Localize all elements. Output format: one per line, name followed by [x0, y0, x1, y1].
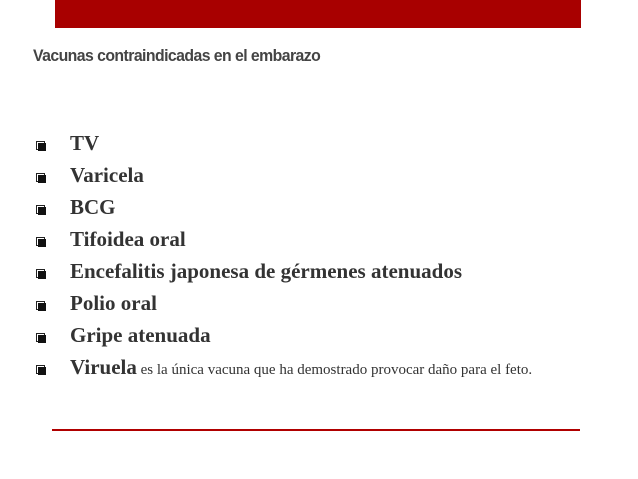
list-item: [36, 162, 596, 194]
top-accent-bar: [55, 0, 581, 28]
bullet-text-viruela: [70, 354, 590, 383]
list-item: [36, 290, 596, 322]
bullet-bold-text: Viruela: [70, 355, 137, 379]
square-bullet-icon: [36, 205, 46, 215]
square-bullet-icon: [36, 365, 46, 375]
square-bullet-icon: [36, 173, 46, 183]
square-bullet-icon: [36, 301, 46, 311]
square-bullet-icon: [36, 269, 46, 279]
bullet-detail-text: es la única vacuna que ha demostrado provocar daño para el feto.: [136, 362, 533, 378]
list-item: [36, 258, 596, 290]
square-bullet-icon: [36, 237, 46, 247]
bullet-text: Polio oral: [70, 291, 157, 315]
bullet-text: Gripe atenuada: [70, 323, 211, 347]
list-item: [36, 226, 596, 258]
bullet-list: [36, 130, 596, 414]
bullet-text: TV: [70, 131, 100, 155]
square-bullet-icon: [36, 141, 46, 151]
list-item: [36, 354, 596, 414]
bullet-text: Tifoidea oral: [70, 227, 186, 251]
bullet-text: BCG: [70, 195, 116, 219]
square-bullet-icon: [36, 333, 46, 343]
list-item: [36, 194, 596, 226]
list-item: [36, 130, 596, 162]
bullet-text: Varicela: [70, 163, 144, 187]
list-item: [36, 322, 596, 354]
slide-title: Vacunas contraindicadas en el embarazo: [33, 46, 321, 65]
bullet-text: Encefalitis japonesa de gérmenes atenuados: [70, 259, 462, 283]
bottom-divider: [52, 429, 580, 431]
